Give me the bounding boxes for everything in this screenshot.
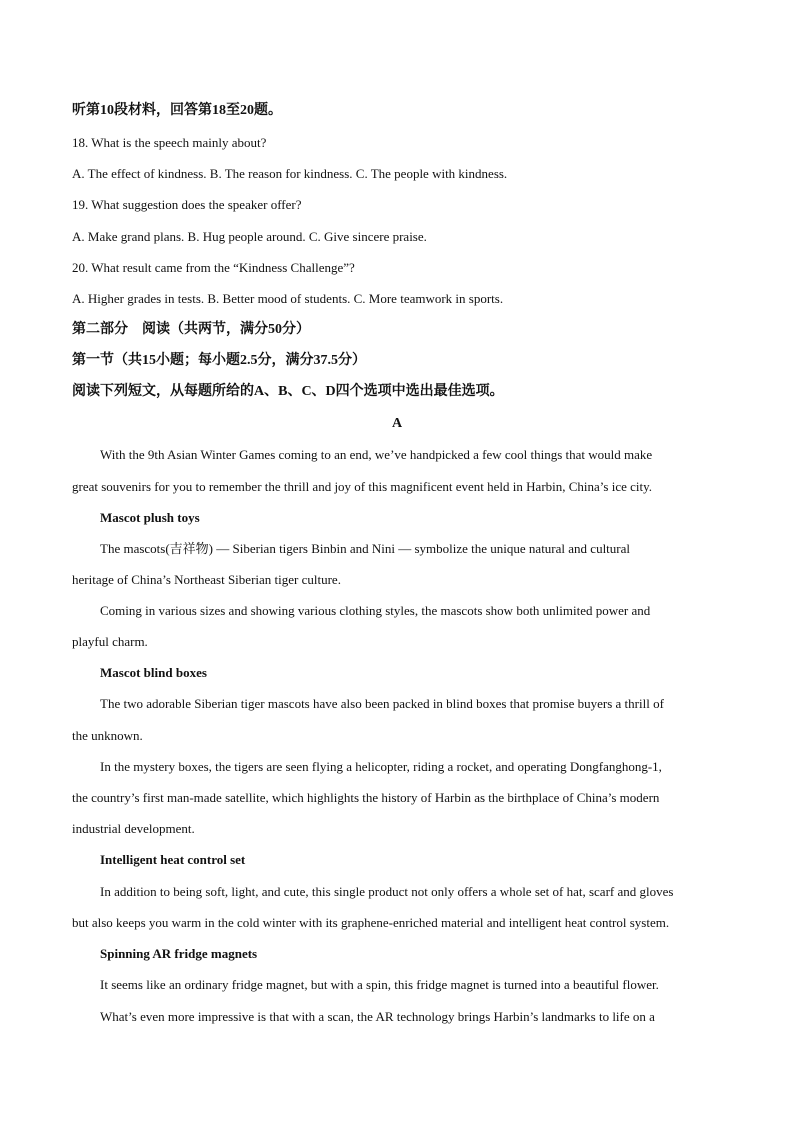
plush-paragraph-2-line-1: Coming in various sizes and showing various clothing styles, the mascots show both unlimited power and — [100, 603, 651, 618]
section-instruction-10: 听第10段材料，回答第18至20题。 — [72, 103, 282, 118]
blind-paragraph-2-line-1: In the mystery boxes, the tigers are seen flying a helicopter, riding a rocket, and operating Dongfanghong-1, — [100, 759, 662, 774]
section-one-heading: 第一节（共15小题；每小题2.5分，满分37.5分） — [72, 353, 366, 368]
blind-paragraph-1-line-2: the unknown. — [72, 728, 143, 743]
blind-paragraph-1-line-1: The two adorable Siberian tiger mascots have also been packed in blind boxes that promise buyers a thrill of — [100, 696, 664, 711]
subheading-heat-control-set: Intelligent heat control set — [100, 852, 246, 867]
plush-paragraph-2-line-2: playful charm. — [72, 634, 148, 649]
passage-intro-line-1: With the 9th Asian Winter Games coming to an end, we’ve handpicked a few cool things that would make — [100, 447, 653, 462]
blind-paragraph-2-line-3: industrial development. — [72, 821, 195, 836]
heat-paragraph-line-1: In addition to being soft, light, and cute, this single product not only offers a whole set of hat, scarf and gloves — [100, 884, 674, 899]
subheading-ar-fridge-magnets: Spinning AR fridge magnets — [100, 946, 258, 961]
reading-instruction: 阅读下列短文，从每题所给的A、B、C、D四个选项中选出最佳选项。 — [72, 384, 504, 399]
magnet-paragraph-2-line-1: What’s even more impressive is that with a scan, the AR technology brings Harbin’s landmarks to life on a — [100, 1009, 655, 1024]
question-20: 20. What result came from the “Kindness Challenge”? — [72, 260, 355, 275]
part-two-heading: 第二部分 阅读（共两节，满分50分） — [72, 322, 310, 337]
question-19: 19. What suggestion does the speaker offer? — [72, 197, 302, 212]
question-18-options: A. The effect of kindness. B. The reason for kindness. C. The people with kindness. — [72, 166, 508, 181]
question-20-options: A. Higher grades in tests. B. Better mood of students. C. More teamwork in sports. — [72, 291, 504, 306]
question-18: 18. What is the speech mainly about? — [72, 135, 267, 150]
subheading-mascot-blind-boxes: Mascot blind boxes — [100, 665, 207, 680]
magnet-paragraph-1: It seems like an ordinary fridge magnet, but with a spin, this fridge magnet is turned into a beautiful flower. — [100, 977, 659, 992]
heat-paragraph-line-2: but also keeps you warm in the cold winter with its graphene-enriched material and intelligent heat control system. — [72, 915, 670, 930]
question-19-options: A. Make grand plans. B. Hug people around. C. Give sincere praise. — [72, 229, 427, 244]
passage-label: A — [391, 416, 403, 431]
plush-paragraph-1-line-1: The mascots(吉祥物) — Siberian tigers Binbin and Nini — symbolize the unique natural and cultural — [100, 541, 630, 556]
passage-intro-line-2: great souvenirs for you to remember the thrill and joy of this magnificent event held in Harbin, China’s ice city. — [72, 479, 653, 494]
blind-paragraph-2-line-2: the country’s first man-made satellite, which highlights the history of Harbin as the birthplace of China’s modern — [72, 790, 660, 805]
plush-paragraph-1-line-2: heritage of China’s Northeast Siberian tiger culture. — [72, 572, 341, 587]
subheading-mascot-plush-toys: Mascot plush toys — [100, 510, 200, 525]
